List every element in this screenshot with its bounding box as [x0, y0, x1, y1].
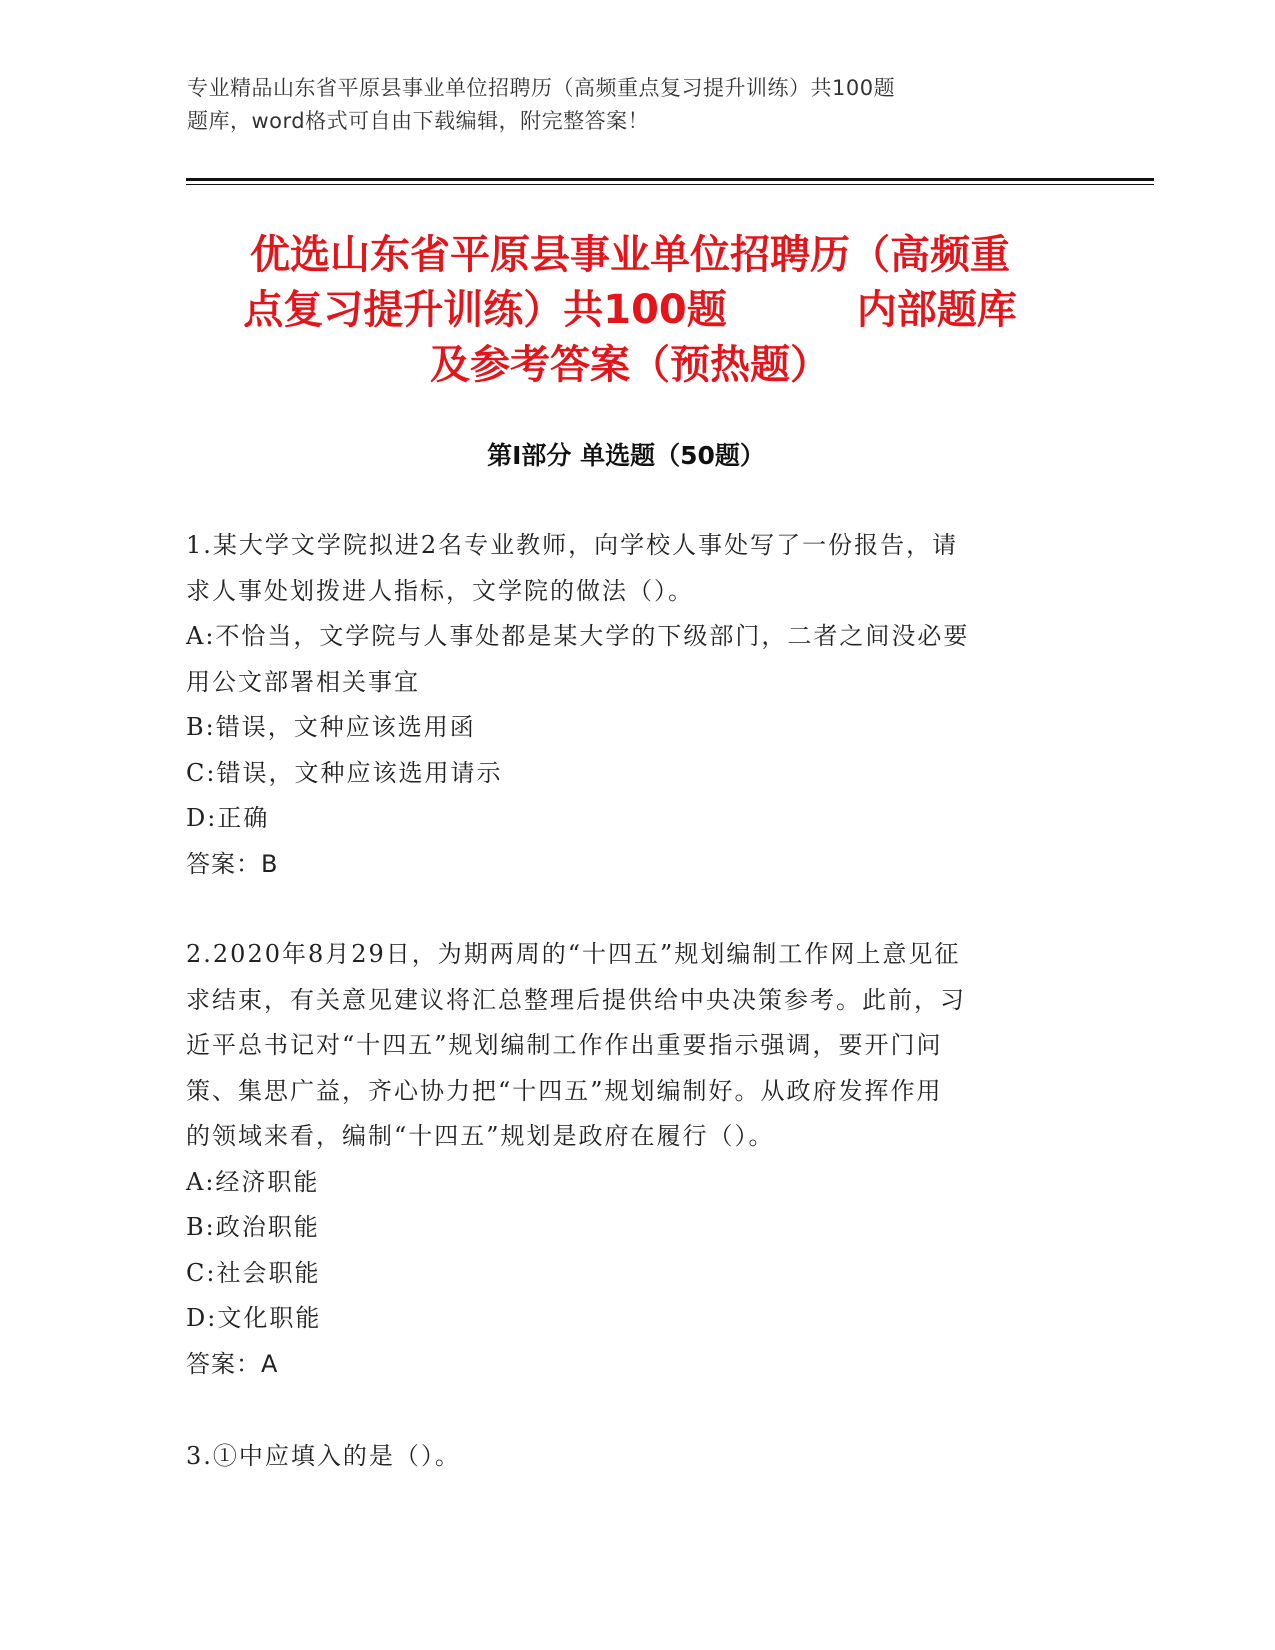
title-line-2-right: 内部题库 — [856, 287, 1017, 333]
option-b: B:错误，文种应该选用函 — [186, 713, 476, 741]
question-stem-line: 求结束，有关意见建议将汇总整理后提供给中央决策参考。此前，习 — [186, 985, 966, 1014]
question-stem-line: 求人事处划拨进人指标，文学院的做法（）。 — [186, 576, 694, 605]
answer-label: 答案：A — [186, 1349, 279, 1378]
title-line-1: 优选山东省平原县事业单位招聘历（高频重 — [250, 232, 1010, 278]
question-stem-line: 策、集思广益，齐心协力把“十四五”规划编制好。从政府发挥作用 — [186, 1076, 943, 1105]
question-stem-line: 1.某大学文学院拟进2名专业教师，向学校人事处写了一份报告，请 — [186, 531, 959, 559]
question-1 — [186, 523, 1086, 887]
section-heading: 第I部分 单选题（50题） — [487, 441, 765, 470]
question-stem-line: 近平总书记对“十四五”规划编制工作作出重要指示强调，要开门问 — [186, 1031, 943, 1059]
question-stem-line: 2.2020年8月29日，为期两周的“十四五”规划编制工作网上意见征 — [186, 940, 961, 968]
question-stem-line: 的领域来看，编制“十四五”规划是政府在履行（）。 — [186, 1122, 775, 1150]
option-d: D:文化职能 — [186, 1304, 322, 1332]
header-line-2: 题库，word格式可自由下载编辑，附完整答案！ — [187, 109, 650, 133]
question-stem-line: 3.①中应填入的是（）。 — [186, 1442, 461, 1470]
option-c: C:社会职能 — [186, 1258, 321, 1287]
question-2 — [186, 932, 1086, 1387]
header-line-1: 专业精品山东省平原县事业单位招聘历（高频重点复习提升训练）共100题 — [187, 76, 896, 100]
answer-label: 答案：B — [186, 849, 279, 878]
title-line-2-left: 点复习提升训练）共100题 — [243, 287, 727, 333]
option-b: B:政治职能 — [186, 1213, 320, 1241]
title-line-2 — [190, 283, 1070, 338]
option-d: D:正确 — [186, 804, 270, 832]
title-line-3: 及参考答案（预热题） — [430, 342, 830, 388]
header-rule-thick — [186, 178, 1154, 181]
question-3 — [186, 1434, 1086, 1480]
option-a: A:不恰当，文学院与人事处都是某大学的下级部门，二者之间没必要 — [186, 622, 970, 650]
option-a-continued: 用公文部署相关事宜 — [186, 667, 420, 696]
document-header — [187, 72, 1047, 138]
header-rule-thin — [186, 184, 1154, 185]
document-title — [190, 228, 1070, 393]
option-a: A:经济职能 — [186, 1167, 320, 1196]
option-c: C:错误，文种应该选用请示 — [186, 758, 503, 787]
